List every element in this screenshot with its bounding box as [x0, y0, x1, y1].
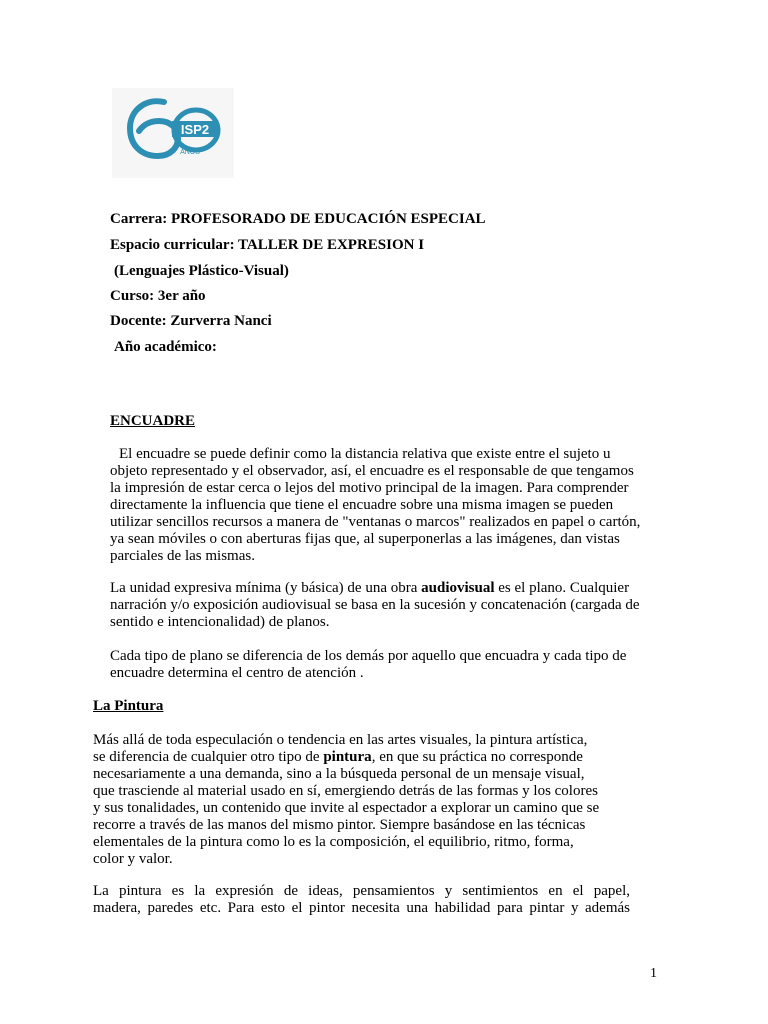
text-segment: , en que su práctica no corresponde: [371, 749, 583, 765]
text-line: la impresión de estar cerca o lejos del motivo principal de la imagen. Para comprender: [110, 480, 629, 496]
pintura-paragraph-2: [93, 883, 630, 917]
page-number: 1: [650, 966, 657, 981]
text-line: madera, paredes etc. Para esto el pintor necesita una habilidad para pintar y además: [93, 900, 630, 916]
text-line: [110, 580, 658, 597]
pintura-heading: La Pintura: [93, 698, 164, 714]
text-line: objeto representado y el observador, así, el encuadre es el responsable de que tengamos: [110, 463, 634, 479]
text-line: [93, 749, 633, 766]
text-line: El encuadre se puede definir como la distancia relativa que existe entre el sujeto u: [119, 446, 611, 462]
text-line: narración y/o exposición audiovisual se basa en la sucesión y concatenación (cargada de: [110, 597, 640, 613]
text-line: encuadre determina el centro de atención .: [110, 665, 364, 681]
text-segment: es el plano. Cualquier: [494, 580, 630, 596]
text-line: Cada tipo de plano se diferencia de los demás por aquello que encuadra y cada tipo de: [110, 648, 627, 664]
curso-line: Curso: 3er año: [110, 288, 206, 304]
espacio-curricular-line: Espacio curricular: TALLER DE EXPRESION I: [110, 237, 425, 253]
text-line: Más allá de toda especulación o tendencia en las artes visuales, la pintura artística,: [93, 732, 588, 748]
text-segment: La unidad expresiva mínima (y básica) de una obra: [110, 580, 422, 596]
logo-brand-text: ISP2: [180, 122, 210, 137]
text-line: parciales de las mismas.: [110, 548, 255, 564]
text-segment: se diferencia de cualquier otro tipo de: [93, 749, 324, 765]
text-line: directamente la influencia que tiene el encuadre sobre una misma imagen se pueden: [110, 497, 614, 513]
text-line: color y valor.: [93, 851, 173, 867]
text-line: recorre a través de las manos del mismo pintor. Siempre basándose en las técnicas: [93, 817, 586, 833]
text-line: elementales de la pintura como lo es la composición, el equilibrio, ritmo, forma,: [93, 834, 574, 850]
lenguajes-line: (Lenguajes Plástico-Visual): [114, 263, 289, 279]
bold-term-audiovisual: audiovisual: [421, 580, 495, 596]
text-line: utilizar sencillos recursos a manera de "ventanas o marcos" realizados en papel o cartón,: [110, 514, 641, 530]
anio-academico-line: Año académico:: [114, 339, 217, 355]
bold-term-pintura: pintura: [323, 749, 372, 765]
text-line: que trasciende al material usado en sí, emergiendo detrás de las formas y los colores: [93, 783, 598, 799]
docente-line: Docente: Zurverra Nanci: [110, 313, 272, 329]
encuadre-paragraph-2: [110, 580, 658, 631]
text-line: ya sean móviles o con aberturas fijas que, al superponerlas a las imágenes, dan vistas: [110, 531, 620, 547]
logo-subtitle-text: AÑOS: [180, 149, 200, 156]
text-line: La pintura es la expresión de ideas, pensamientos y sentimientos en el papel,: [93, 883, 630, 899]
text-line: y sus tonalidades, un contenido que invite al espectador a explorar un camino que se: [93, 800, 600, 816]
pintura-paragraph-1: [93, 732, 633, 868]
encuadre-paragraph-1: [110, 446, 658, 565]
logo-graphic: [112, 88, 234, 178]
text-line: sentido e intencionalidad) de planos.: [110, 614, 330, 630]
isp2-60-anos-logo: [112, 88, 234, 178]
text-line: necesariamente a una demanda, sino a la búsqueda personal de un mensaje visual,: [93, 766, 585, 782]
encuadre-paragraph-3: [110, 648, 658, 682]
carrera-line: Carrera: PROFESORADO DE EDUCACIÓN ESPECIAL: [110, 211, 486, 227]
encuadre-heading: ENCUADRE: [110, 413, 196, 429]
